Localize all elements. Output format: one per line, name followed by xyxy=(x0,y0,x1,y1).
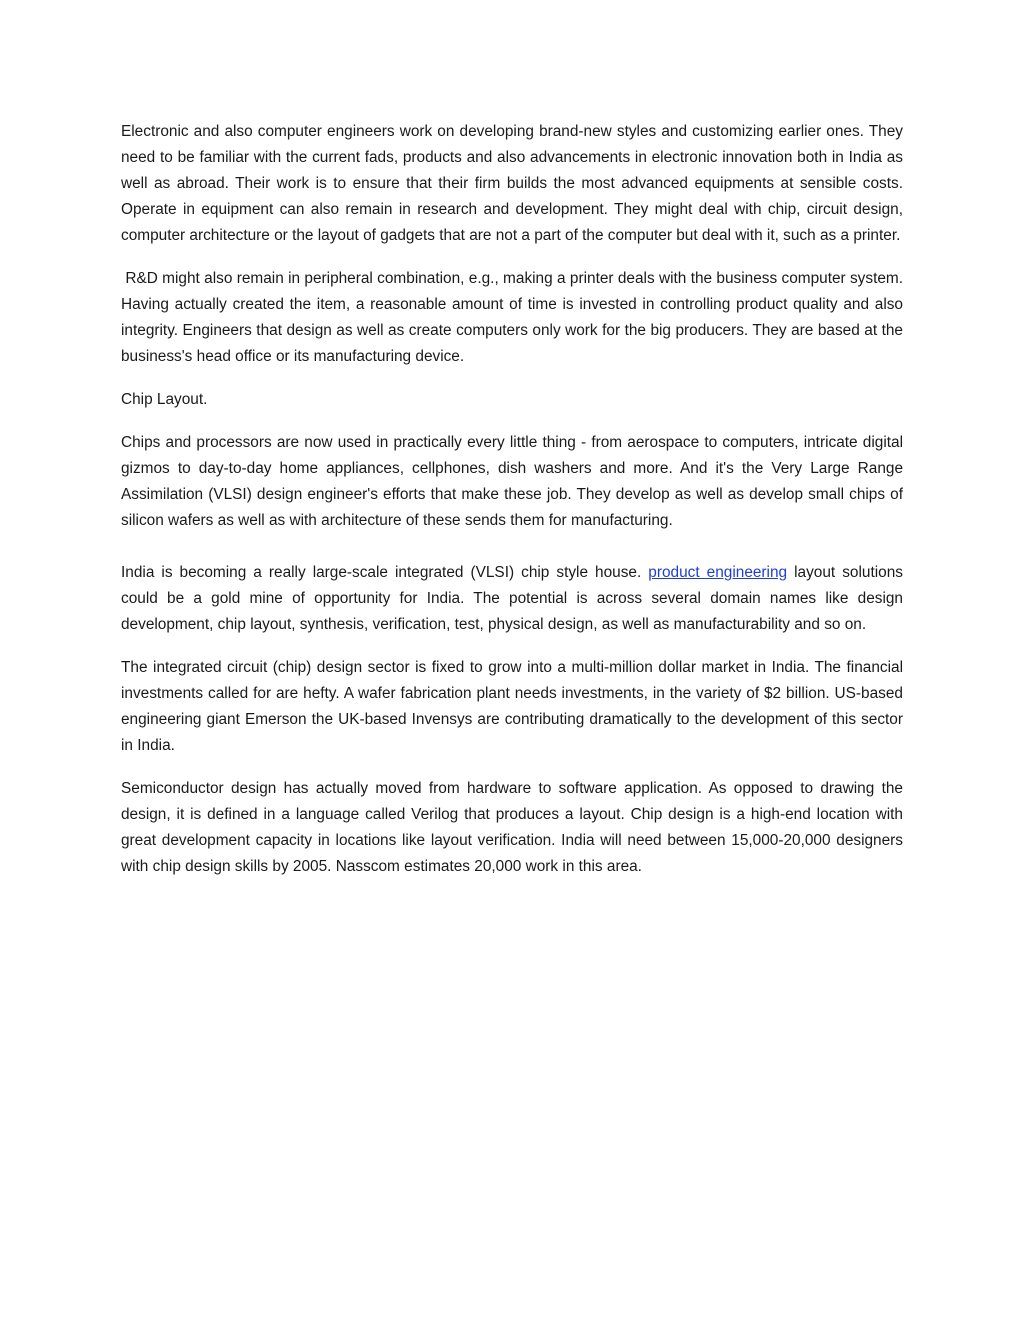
paragraph-intro: Electronic and also computer engineers work on developing brand-new styles and customizing earlier ones. They need to be familiar with the current fads, products and also advancements in electronic innovation both in India as well as abroad. Their work is to ensure that their firm builds the most advanced equipments at sensible costs. Operate in equipment can also remain in research and development. They might deal with chip, circuit design, computer architecture or the layout of gadgets that are not a part of the computer but deal with it, such as a printer. xyxy=(121,123,903,244)
product-engineering-link[interactable]: product engineering xyxy=(648,564,788,581)
document-page xyxy=(121,119,903,897)
paragraph-text-after-link: layout solutions could be a gold mine of opportunity for India. The potential is across several domain names like design development, chip layout, synthesis, verification, test, physical design, as well as manufacturability and so on. xyxy=(121,564,903,633)
paragraph-ic-sector: The integrated circuit (chip) design sector is fixed to grow into a multi-million dollar market in India. The financial investments called for are hefty. A wafer fabrication plant needs investments, in the variety of $2 billion. US-based engineering giant Emerson the UK-based Invensys are contributing dramatically to the development of this sector in India. xyxy=(121,659,903,754)
paragraph-semiconductor: Semiconductor design has actually moved from hardware to software application. As opposed to drawing the design, it is defined in a language called Verilog that produces a layout. Chip design is a high-end location with great development capacity in locations like layout verification. India will need between 15,000-20,000 designers with chip design skills by 2005. Nasscom estimates 20,000 work in this area. xyxy=(121,780,903,875)
section-heading-chip-layout: Chip Layout. xyxy=(121,391,208,408)
paragraph-india-vlsi xyxy=(121,560,903,638)
paragraph-text-before-link: India is becoming a really large-scale integrated (VLSI) chip style house. xyxy=(121,564,649,581)
paragraph-rnd: R&D might also remain in peripheral combination, e.g., making a printer deals with the business computer system. Having actually created the item, a reasonable amount of time is invested in controlling product quality and also integrity. Engineers that design as well as create computers only work for the big producers. They are based at the business's head office or its manufacturing device. xyxy=(121,270,904,365)
paragraph-chips: Chips and processors are now used in practically every little thing - from aerospace to computers, intricate digital gizmos to day-to-day home appliances, cellphones, dish washers and more. And it's the Very Large Range Assimilation (VLSI) design engineer's efforts that make these job. They develop as well as develop small chips of silicon wafers as well as with architecture of these sends them for manufacturing. xyxy=(121,434,903,529)
